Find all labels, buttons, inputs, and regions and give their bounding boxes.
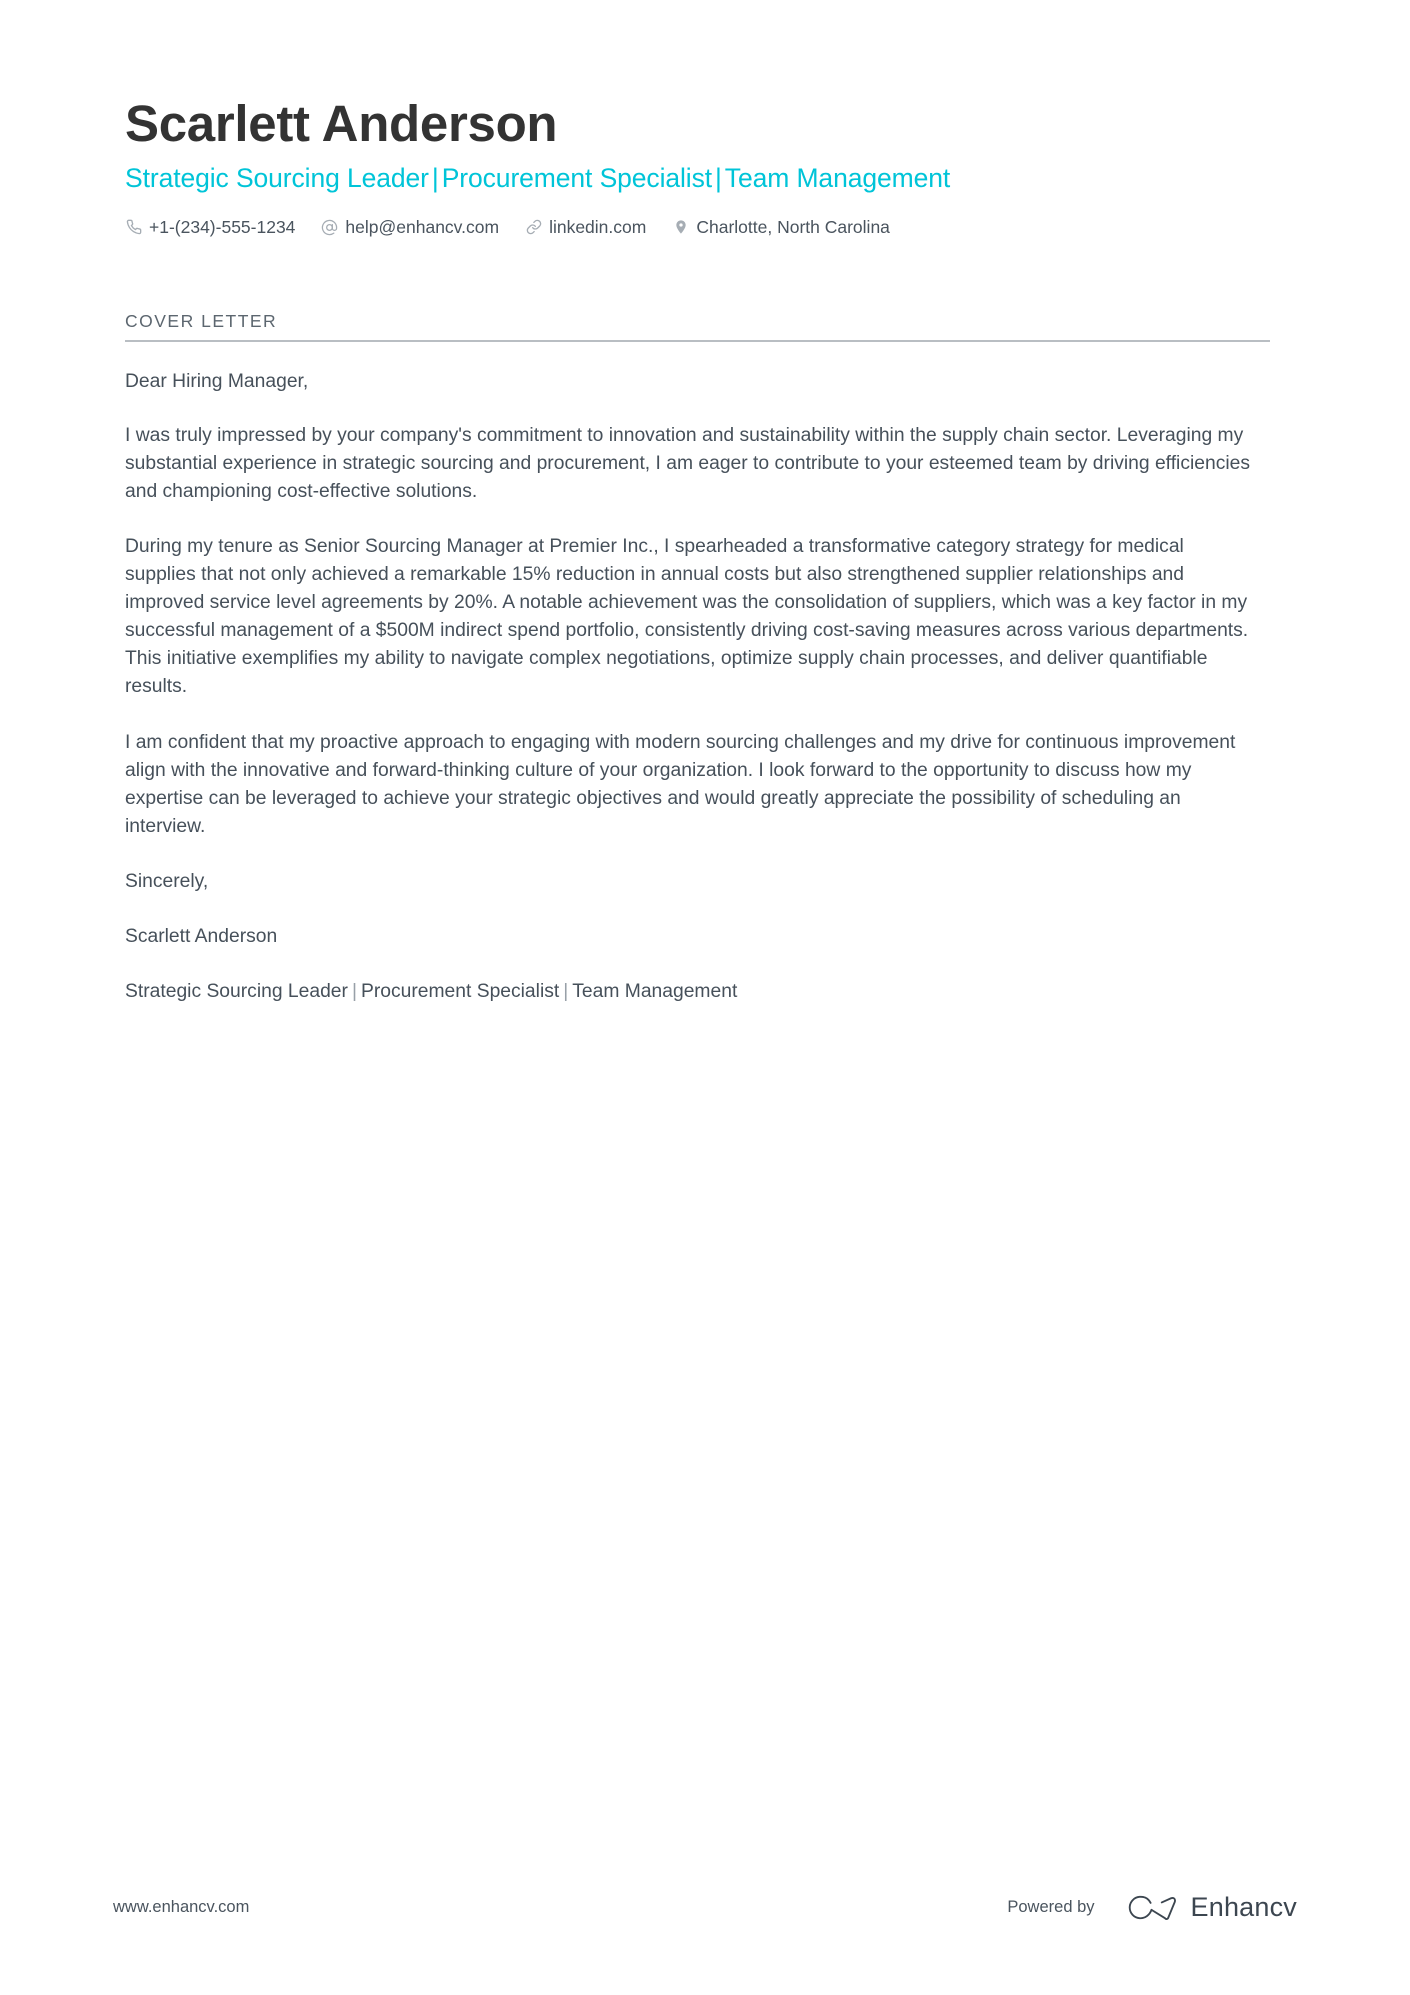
headline-part-1: Strategic Sourcing Leader	[125, 163, 429, 194]
header	[125, 0, 1285, 236]
contact-location[interactable]	[672, 218, 890, 236]
letter-paragraph-3: I am confident that my proactive approach to engaging with modern sourcing challenges and my drive for continuous improvement align with the innovative and forward-thinking culture of your organization. I look forward to the opportunity to discuss how my expertise can be leveraged to achieve your strategic objectives and would greatly appreciate the possibility of scheduling an interview.	[125, 731, 1236, 837]
section-divider	[125, 340, 1270, 342]
letter-paragraph-1: I was truly impressed by your company's commitment to innovation and sustainability within the supply chain sector. Leveraging my substantial experience in strategic sourcing and procurement, I am eager to contribute to your esteemed team by driving efficiencies and championing cost-effective solutions.	[125, 424, 1250, 503]
map-pin-icon	[672, 219, 689, 236]
professional-headline	[125, 162, 1285, 194]
enhancv-brand-name: Enhancv	[1190, 1892, 1297, 1922]
letter-signature-name: Scarlett Anderson	[125, 925, 278, 947]
signature-title-part-2: Procurement Specialist	[360, 980, 560, 1002]
headline-part-2: Procurement Specialist	[441, 163, 712, 194]
link-icon	[525, 219, 542, 236]
page-footer	[113, 1892, 1297, 1923]
contact-location-text: Charlotte, North Carolina	[696, 217, 890, 238]
signature-separator-1: |	[351, 980, 357, 1002]
letter-closing: Sincerely,	[125, 870, 209, 892]
at-sign-icon	[321, 219, 338, 236]
letter-body	[125, 368, 1258, 1006]
letter-paragraph-2: During my tenure as Senior Sourcing Manager at Premier Inc., I spearheaded a transformative category strategy for medical supplies that not only achieved a remarkable 15% reduction in annual costs but also strengthened supplier relationships and improved service level agreements by 20%. A notable achievement was the consolidation of suppliers, which was a key factor in my successful management of a $500M indirect spend portfolio, consistently driving cost-saving measures across various departments. This initiative exemplifies my ability to navigate complex negotiations, optimize supply chain processes, and deliver quantifiable results.	[125, 536, 1249, 698]
contact-phone[interactable]	[125, 218, 295, 236]
phone-icon	[125, 219, 142, 236]
contact-linkedin-text: linkedin.com	[549, 217, 647, 238]
letter-salutation: Dear Hiring Manager,	[125, 370, 309, 392]
page-title: Scarlett Anderson	[125, 95, 558, 152]
contact-row	[125, 218, 1285, 236]
signature-title-part-3: Team Management	[572, 980, 738, 1002]
headline-separator-1: |	[431, 163, 439, 194]
powered-by-label: Powered by	[1007, 1898, 1095, 1916]
section-heading: COVER LETTER	[125, 310, 278, 331]
letter-signature-title	[125, 978, 1258, 1006]
contact-phone-text: +1-(234)-555-1234	[149, 217, 296, 238]
contact-email[interactable]	[321, 218, 499, 236]
footer-brand	[1007, 1892, 1297, 1923]
headline-part-3: Team Management	[724, 163, 951, 194]
cover-letter-section	[125, 311, 1285, 1006]
signature-title-part-1: Strategic Sourcing Leader	[125, 980, 348, 1002]
headline-separator-2: |	[715, 163, 722, 194]
contact-linkedin[interactable]	[525, 218, 646, 236]
enhancv-logo-icon	[1126, 1893, 1178, 1923]
signature-separator-2: |	[563, 980, 569, 1002]
footer-website-url[interactable]: www.enhancv.com	[113, 1898, 250, 1916]
contact-email-text: help@enhancv.com	[345, 217, 500, 238]
page-content	[125, 0, 1285, 1006]
